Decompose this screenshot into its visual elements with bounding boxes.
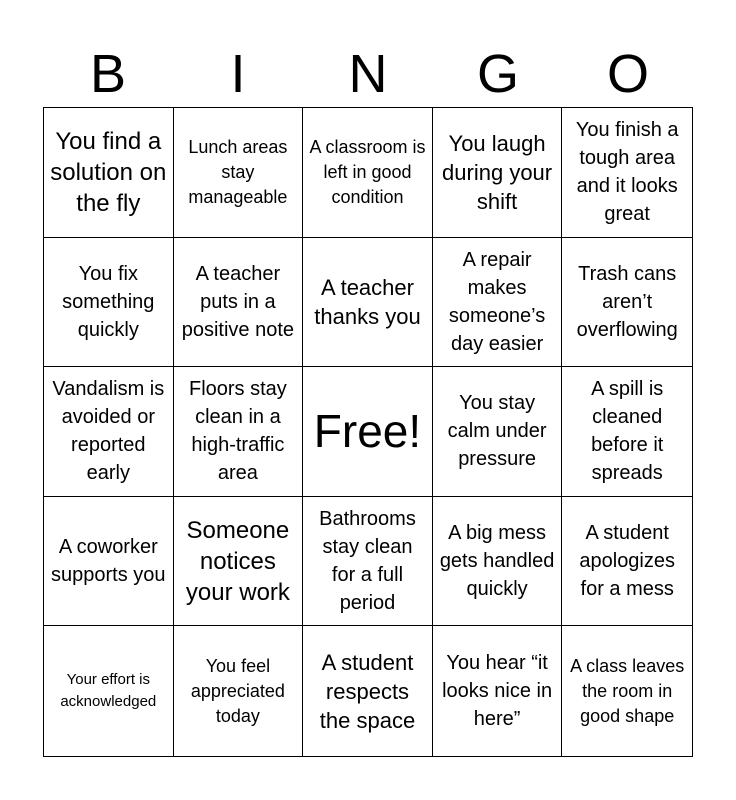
- bingo-cell[interactable]: A classroom is left in good condition: [303, 108, 433, 238]
- header-letter-g: G: [476, 44, 519, 104]
- bingo-cell[interactable]: A big mess gets handled quickly: [433, 497, 563, 627]
- bingo-cell[interactable]: A teacher puts in a positive note: [174, 238, 304, 368]
- bingo-cell[interactable]: A spill is cleaned before it spreads: [562, 367, 692, 497]
- bingo-cell[interactable]: You finish a tough area and it looks great: [562, 108, 692, 238]
- bingo-cell[interactable]: You fix something quickly: [44, 238, 174, 368]
- bingo-cell[interactable]: A student respects the space: [303, 626, 433, 756]
- bingo-cell[interactable]: A coworker supports you: [44, 497, 174, 627]
- bingo-cell[interactable]: You stay calm under pressure: [433, 367, 563, 497]
- header-letter-n: N: [348, 44, 388, 104]
- bingo-cell[interactable]: A student apologizes for a mess: [562, 497, 692, 627]
- bingo-cell[interactable]: You laugh during your shift: [433, 108, 563, 238]
- bingo-cell[interactable]: You find a solution on the fly: [44, 108, 174, 238]
- header-letter-b: B: [89, 44, 127, 104]
- bingo-cell[interactable]: Vandalism is avoided or reported early: [44, 367, 174, 497]
- bingo-cell[interactable]: A teacher thanks you: [303, 238, 433, 368]
- bingo-card-grid: [43, 107, 693, 757]
- bingo-cell[interactable]: A class leaves the room in good shape: [570, 655, 685, 726]
- header-letter-i: I: [230, 44, 246, 104]
- bingo-cell[interactable]: Someone notices your work: [174, 497, 304, 627]
- free-space-cell[interactable]: Free!: [303, 367, 433, 497]
- bingo-cell[interactable]: Floors stay clean in a high-traffic area: [174, 367, 304, 497]
- bingo-cell[interactable]: Your effort is acknowledged: [44, 626, 174, 756]
- bingo-header: [43, 40, 693, 108]
- bingo-cell[interactable]: You feel appreciated today: [174, 626, 304, 756]
- bingo-cell[interactable]: Trash cans aren’t overflowing: [562, 238, 692, 368]
- bingo-cell[interactable]: Lunch areas stay manageable: [174, 108, 304, 238]
- bingo-cell[interactable]: A repair makes someone’s day easier: [433, 238, 563, 368]
- header-letter-o: O: [606, 44, 649, 104]
- bingo-cell[interactable]: Bathrooms stay clean for a full period: [303, 497, 433, 627]
- bingo-cell[interactable]: You hear “it looks nice in here”: [433, 626, 563, 756]
